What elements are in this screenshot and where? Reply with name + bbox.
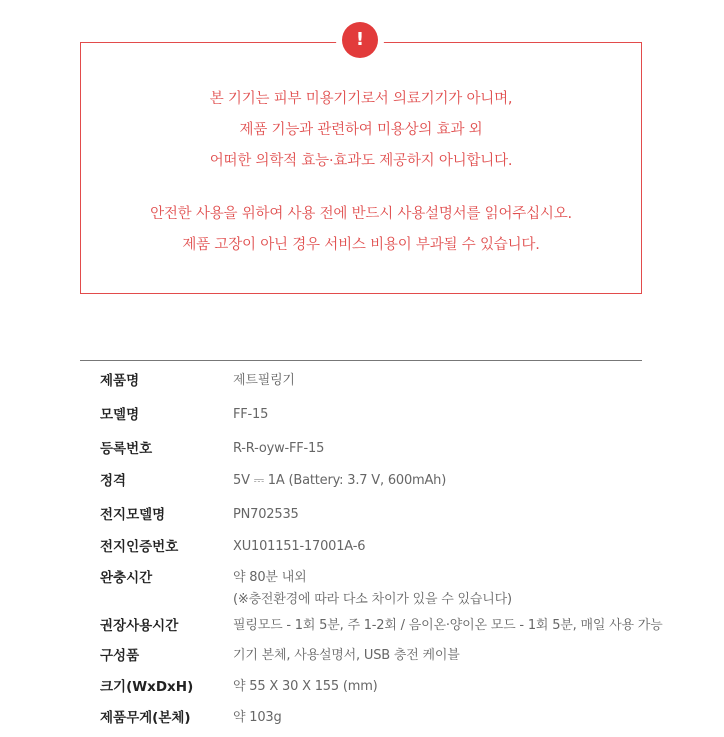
spec-divider [80,360,642,361]
spec-row [100,370,660,404]
notice-line: 제품 기능과 관련하여 미용상의 효과 외 [239,122,483,138]
notice-text [80,84,642,261]
spec-row [100,707,660,737]
spec-value: 약 55 X 30 X 155 (mm) [233,679,378,694]
spec-row [100,536,660,567]
spec-row [100,615,663,645]
spec-row [100,676,660,707]
spec-value: XU101151-17001A-6 [233,539,366,554]
spec-row [100,404,660,438]
spec-label: 크기(WxDxH) [100,679,194,695]
spec-value: PN702535 [233,507,299,522]
spec-label: 전지인증번호 [100,539,179,555]
spec-label: 권장사용시간 [100,618,179,634]
notice-line: 본 기기는 피부 미용기기로서 의료기기가 아니며, [209,91,513,107]
spec-value: 필링모드 - 1회 5분, 주 1-2회 / 음이온·양이온 모드 - 1회 5분, 매일 사용 가능 [233,618,663,633]
spec-label: 제품무게(본체) [100,710,191,726]
spec-label: 전지모델명 [100,507,166,523]
notice-line: 제품 고장이 아닌 경우 서비스 비용이 부과될 수 있습니다. [182,237,540,253]
spec-value: 약 103g [233,710,282,725]
spec-table [100,370,663,737]
spec-label: 완충시간 [100,570,153,586]
spec-label: 정격 [100,473,127,489]
spec-value: 약 80분 내외 (※충전환경에 따라 다소 차이가 있을 수 있습니다) [233,570,512,607]
spec-label: 구성품 [100,648,140,664]
spec-row [100,645,660,676]
spec-row [100,438,660,470]
spec-label: 모델명 [100,407,140,423]
spec-label: 제품명 [100,373,140,389]
alert-icon: ! [342,22,378,58]
spec-value: 기기 본체, 사용설명서, USB 충전 케이블 [233,648,460,663]
spec-value: FF-15 [233,407,269,422]
spec-value: 제트필링기 [233,373,295,388]
spec-label: 등록번호 [100,441,153,457]
notice-line: 안전한 사용을 위하여 사용 전에 반드시 사용설명서를 읽어주십시오. [150,206,572,222]
notice-line: 어떠한 의학적 효능·효과도 제공하지 아니합니다. [209,153,513,169]
spec-value: 5V ⎓ 1A (Battery: 3.7 V, 600mAh) [233,473,447,488]
spec-row [100,470,660,504]
spec-value: R-R-oyw-FF-15 [233,441,325,456]
spec-row [100,504,660,536]
spec-row [100,567,660,615]
